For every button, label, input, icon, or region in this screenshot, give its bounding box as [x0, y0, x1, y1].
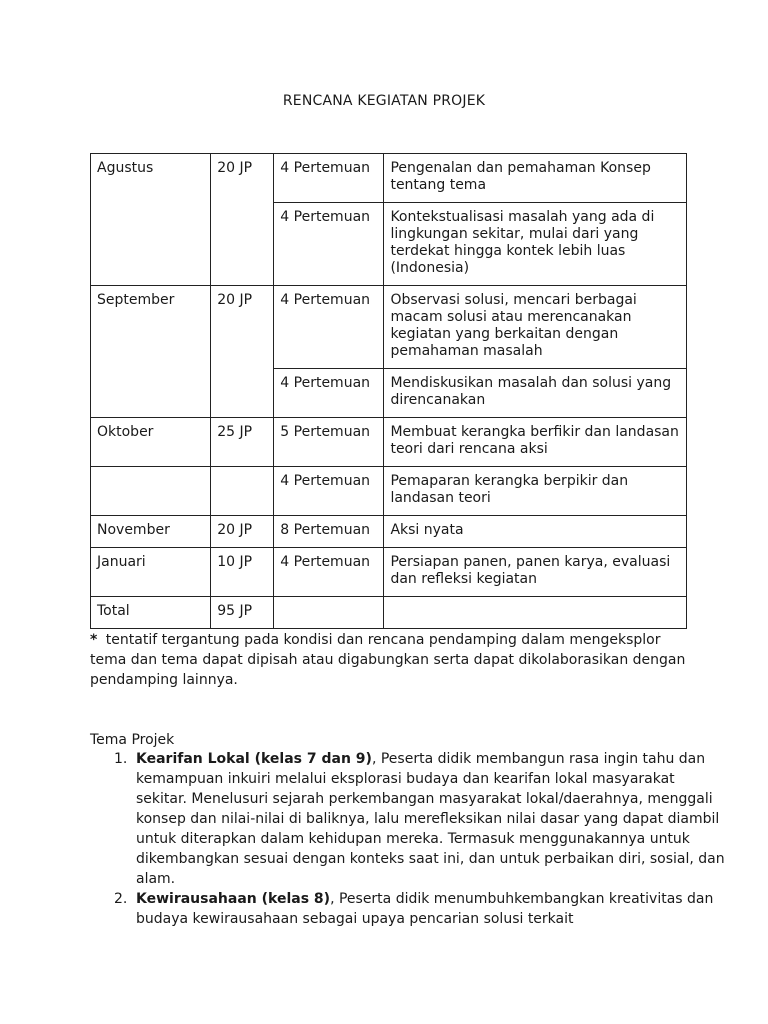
- month-cell: Agustus: [91, 154, 211, 286]
- month-cell: September: [91, 286, 211, 418]
- jp-cell: 20 JP: [211, 286, 274, 418]
- list-number: 1.: [114, 751, 128, 767]
- activity-cell: Pemaparan kerangka berpikir dan landasan teori: [384, 467, 687, 516]
- document-title: RENCANA KEGIATAN PROJEK: [282, 93, 486, 109]
- list-number: 2.: [114, 891, 128, 907]
- total-label-cell: Total: [91, 597, 211, 629]
- jp-cell: 20 JP: [211, 516, 274, 548]
- themes-heading: Tema Projek: [90, 732, 175, 748]
- table-row: [91, 467, 687, 516]
- theme-description: , Peserta didik menumbuhkembangkan kreativitas dan budaya kewirausahaan sebagai upaya pencarian solusi terkait: [136, 891, 714, 927]
- tentative-note: [90, 630, 690, 690]
- meetings-cell: [274, 597, 384, 629]
- activity-cell: Pengenalan dan pemahaman Konsep tentang tema: [384, 154, 687, 203]
- themes-list: [90, 749, 726, 929]
- table-row: [91, 418, 687, 467]
- table-row: [91, 286, 687, 369]
- month-cell: Oktober: [91, 418, 211, 467]
- table-row: [91, 516, 687, 548]
- meetings-cell: 4 Pertemuan: [274, 548, 384, 597]
- project-plan-table: [90, 153, 687, 629]
- activity-cell: Mendiskusikan masalah dan solusi yang direncanakan: [384, 369, 687, 418]
- jp-cell: 20 JP: [211, 154, 274, 286]
- total-jp-cell: 95 JP: [211, 597, 274, 629]
- meetings-cell: 8 Pertemuan: [274, 516, 384, 548]
- meetings-cell: 4 Pertemuan: [274, 369, 384, 418]
- list-item: [114, 749, 726, 889]
- activity-cell: Observasi solusi, mencari berbagai macam solusi atau merencanakan kegiatan yang berkaitan dengan pemahaman masalah: [384, 286, 687, 369]
- activity-cell: Membuat kerangka berfikir dan landasan teori dari rencana aksi: [384, 418, 687, 467]
- theme-title: Kearifan Lokal (kelas 7 dan 9): [136, 751, 372, 767]
- table-row: [91, 548, 687, 597]
- activity-cell: Kontekstualisasi masalah yang ada di lingkungan sekitar, mulai dari yang terdekat hingga kontek lebih luas (Indonesia): [384, 203, 687, 286]
- month-cell: November: [91, 516, 211, 548]
- activity-cell: Aksi nyata: [384, 516, 687, 548]
- theme-title: Kewirausahaan (kelas 8): [136, 891, 331, 907]
- jp-cell: 25 JP: [211, 418, 274, 467]
- activity-cell: Persiapan panen, panen karya, evaluasi dan refleksi kegiatan: [384, 548, 687, 597]
- list-item: [114, 889, 726, 929]
- activity-cell: [384, 597, 687, 629]
- jp-cell: [211, 467, 274, 516]
- theme-description: , Peserta didik membangun rasa ingin tahu dan kemampuan inkuiri melalui eksplorasi budaya dan kearifan lokal masyarakat sekitar. Menelusuri sejarah perkembangan masyarakat lokal/daerahnya, menggali konsep dan nilai-nilai di baliknya, lalu merefleksikan nilai dasar yang dapat diambil untuk diterapkan dalam kehidupan mereka. Termasuk menggunakannya untuk dikembangkan sesuai dengan konteks saat ini, dan untuk perbaikan diri, sosial, dan alam.: [136, 751, 725, 887]
- note-text: tentatif tergantung pada kondisi dan rencana pendamping dalam mengeksplor tema dan tema dapat dipisah atau digabungkan serta dapat dikolaborasikan dengan pendamping lainnya.: [90, 632, 686, 688]
- meetings-cell: 4 Pertemuan: [274, 286, 384, 369]
- asterisk-marker: *: [90, 632, 98, 648]
- meetings-cell: 5 Pertemuan: [274, 418, 384, 467]
- table-row-total: [91, 597, 687, 629]
- month-cell: [91, 467, 211, 516]
- jp-cell: 10 JP: [211, 548, 274, 597]
- meetings-cell: 4 Pertemuan: [274, 467, 384, 516]
- meetings-cell: 4 Pertemuan: [274, 203, 384, 286]
- meetings-cell: 4 Pertemuan: [274, 154, 384, 203]
- month-cell: Januari: [91, 548, 211, 597]
- table-row: [91, 154, 687, 203]
